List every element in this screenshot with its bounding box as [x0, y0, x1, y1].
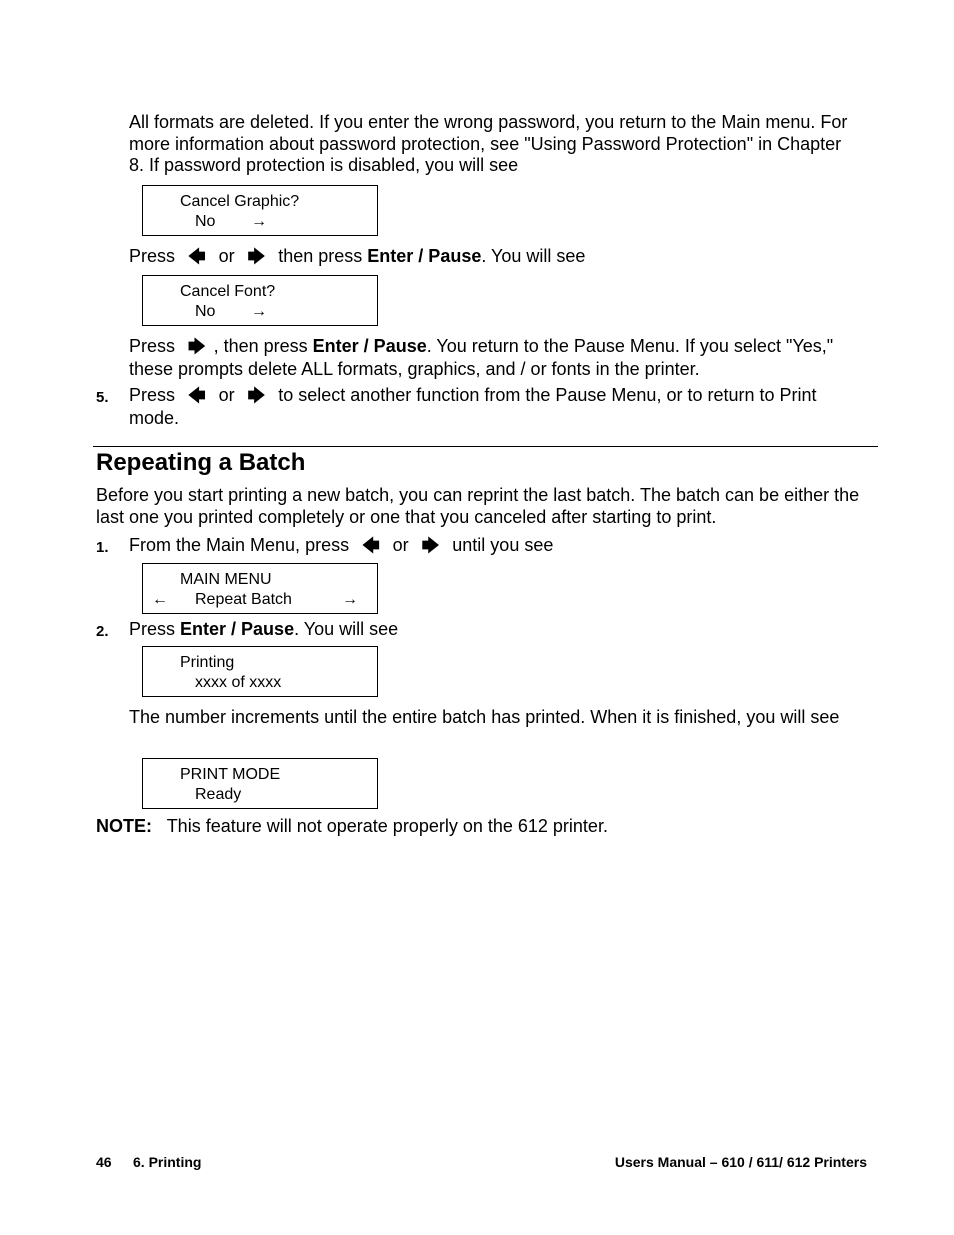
intro-paragraph: All formats are deleted. If you enter the wrong password, you return to the Main menu. For more information about password protection, see "Using Password Protection" in Chapter 8. If password protection is disabled, you will see: [129, 112, 848, 175]
step-text: From the Main Menu, press: [129, 535, 350, 555]
lcd-line-2: No: [195, 303, 216, 320]
or-text: or: [218, 246, 235, 266]
enter-pause-key: Enter / Pause: [180, 619, 295, 639]
step-number-1: 1.: [96, 539, 109, 556]
right-arrow-icon: →: [251, 303, 267, 320]
enter-pause-key: Enter / Pause: [312, 336, 427, 356]
enter-pause-key: Enter / Pause: [367, 246, 482, 266]
press-instruction-2: [129, 336, 854, 380]
lcd-printing: [142, 646, 378, 697]
step-number-5: 5.: [96, 389, 109, 406]
lcd-line-1: Cancel Font?: [180, 283, 276, 300]
lcd-line-2: No: [195, 213, 216, 230]
step-1-text: [129, 535, 854, 558]
then-text: , then press: [213, 336, 308, 356]
press-text: Press: [129, 336, 176, 356]
press-instruction-1: [129, 246, 854, 269]
lcd-main-menu: [142, 563, 378, 614]
right-arrow-icon: 🡆: [188, 337, 206, 357]
right-arrow-icon: 🡆: [421, 536, 440, 556]
left-arrow-icon: 🡄: [362, 536, 380, 556]
lcd-cancel-graphic: [142, 185, 378, 236]
lcd-print-mode: [142, 758, 378, 809]
lcd-line-1: PRINT MODE: [180, 766, 281, 783]
right-arrow-icon: 🡆: [247, 386, 266, 406]
step-number-2: 2.: [96, 623, 109, 640]
lcd-cancel-font: [142, 275, 378, 326]
tail-text: . You return to the Pause Menu. If you select "Yes," these prompts delete ALL formats, graphics, and / or fonts in the printer.: [129, 336, 834, 379]
footer-chapter: 6. Printing: [133, 1154, 202, 1170]
footer-manual-title: Users Manual – 610 / 611/ 612 Printers: [614, 1154, 867, 1170]
note-label: NOTE:: [96, 816, 152, 836]
lcd-line-1: MAIN MENU: [180, 571, 272, 588]
lcd-line-2: Repeat Batch: [195, 591, 292, 608]
increment-paragraph: The number increments until the entire batch has printed. When it is finished, you will see: [129, 707, 840, 727]
lcd-line-2: xxxx of xxxx: [195, 674, 282, 691]
lcd-line-1: Cancel Graphic?: [180, 193, 300, 210]
right-arrow-icon: 🡆: [247, 247, 266, 267]
section-heading: Repeating a Batch: [96, 449, 306, 476]
left-arrow-icon: 🡄: [188, 247, 206, 267]
right-arrow-icon: →: [342, 591, 358, 608]
left-arrow-icon: ←: [152, 591, 168, 608]
tail-text: . You will see: [294, 619, 399, 639]
right-arrow-icon: →: [251, 213, 267, 230]
then-text: then press: [278, 246, 363, 266]
note-paragraph: [96, 816, 876, 838]
lcd-line-2: Ready: [195, 786, 242, 803]
note-text: This feature will not operate properly on the 612 printer.: [166, 816, 608, 836]
or-text: or: [392, 535, 409, 555]
tail-text: until you see: [452, 535, 554, 555]
footer-page-number: 46: [96, 1154, 112, 1170]
lcd-line-1: Printing: [180, 654, 235, 671]
step-5-text: [129, 385, 854, 429]
section-divider: [93, 446, 878, 447]
press-text: Press: [129, 619, 176, 639]
left-arrow-icon: 🡄: [188, 386, 206, 406]
tail-text: . You will see: [481, 246, 586, 266]
section-intro: Before you start printing a new batch, you can reprint the last batch. The batch can be either the last one you printed completely or one that you canceled after starting to print.: [96, 485, 860, 527]
step-2-text: [129, 619, 854, 641]
or-text: or: [218, 385, 235, 405]
press-text: Press: [129, 385, 176, 405]
press-text: Press: [129, 246, 176, 266]
tail-text: to select another function from the Pause Menu, or to return to Print mode.: [129, 385, 817, 428]
